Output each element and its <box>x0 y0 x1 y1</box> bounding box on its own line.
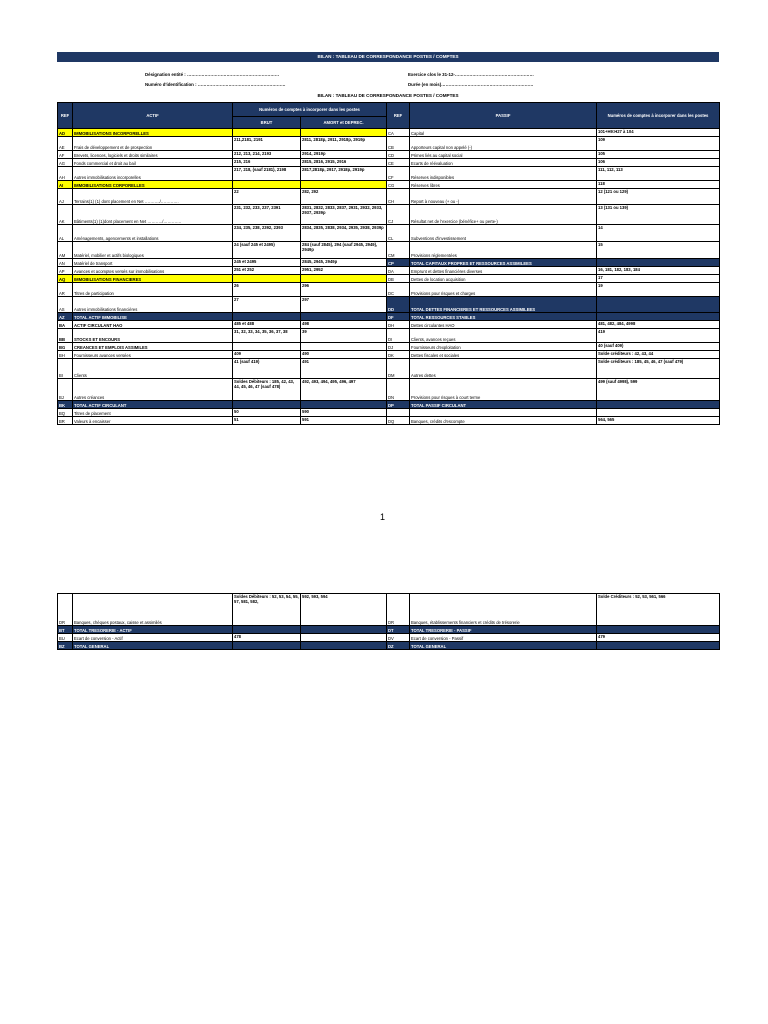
passif-label: Ecarts de réévaluation <box>410 159 597 167</box>
header-amort: AMORT et DEPREC. <box>301 117 387 129</box>
brut-accounts: 211,2181, 2191 <box>233 137 301 151</box>
amort-accounts: 590 <box>301 409 387 417</box>
brut-accounts: 41 (sauf 419) <box>233 359 301 379</box>
amort-accounts <box>301 401 387 409</box>
passif-label: Résultat net de l'exercice (bénéfice+ ou perte-) <box>410 205 597 225</box>
actif-label: Autres immobilisations incorporelles <box>73 167 233 181</box>
passif-label: TOTAL PASSIF CIRCULANT <box>410 401 597 409</box>
passif-accounts: Solde créditeurs : 42, 43, 44 <box>597 351 720 359</box>
amort-accounts <box>301 275 387 283</box>
passif-ref: CJ <box>387 205 410 225</box>
actif-ref: AJ <box>58 189 73 205</box>
passif-ref <box>387 409 410 417</box>
actif-label: Terrains(1) (1) dont placement en Net ………../…………. <box>73 189 233 205</box>
table-row <box>58 181 720 189</box>
passif-ref: DP <box>387 401 410 409</box>
passif-label: Report à nouveau (+ ou -) <box>410 189 597 205</box>
actif-ref: AP <box>58 267 73 275</box>
amort-accounts: 39 <box>301 329 387 343</box>
passif-accounts: 111, 112, 113 <box>597 167 720 181</box>
brut-accounts <box>233 275 301 283</box>
amort-accounts: 2951, 2952 <box>301 267 387 275</box>
passif-ref: DI <box>387 329 410 343</box>
actif-ref: AS <box>58 297 73 313</box>
brut-accounts: 50 <box>233 409 301 417</box>
table-row <box>58 626 720 634</box>
passif-label: Provisions pour risques et charges <box>410 283 597 297</box>
brut-accounts <box>233 343 301 351</box>
table-row <box>58 642 720 650</box>
actif-label: Avances et acomptes versés sur immobilisations <box>73 267 233 275</box>
passif-label: Réserves indisponibles <box>410 167 597 181</box>
actif-label: Fonds commercial et droit au bail <box>73 159 233 167</box>
actif-ref: AZ <box>58 313 73 321</box>
actif-ref: AR <box>58 283 73 297</box>
actif-ref: BJ <box>58 379 73 401</box>
table-row <box>58 137 720 151</box>
designation-label: Désignation entité : ……………………………………………………… <box>145 72 280 77</box>
brut-accounts <box>233 626 301 634</box>
actif-label: Ecart de conversion - Actif <box>73 634 233 642</box>
passif-accounts: 12 (121 ou 129) <box>597 189 720 205</box>
brut-accounts: 231, 232, 233, 237, 2391 <box>233 205 301 225</box>
passif-label: TOTAL RESSOURCES STABLES <box>410 313 597 321</box>
actif-label: IMMOBILISATIONS FINANCIERES <box>73 275 233 283</box>
actif-ref: BQ <box>58 409 73 417</box>
brut-accounts <box>233 642 301 650</box>
brut-accounts <box>233 181 301 189</box>
actif-ref: BU <box>58 634 73 642</box>
table-row <box>58 329 720 343</box>
brut-accounts: 485 et 488 <box>233 321 301 329</box>
actif-ref: AI <box>58 181 73 189</box>
brut-accounts: 217, 218, (sauf 2181), 2198 <box>233 167 301 181</box>
page-number: 1 <box>380 512 386 522</box>
amort-accounts: 491 <box>301 359 387 379</box>
brut-accounts: 31, 32, 33, 34, 35, 36, 37, 38 <box>233 329 301 343</box>
actif-label: IMMOBILISATIONS INCORPORELLES <box>73 129 233 137</box>
actif-ref: AF <box>58 151 73 159</box>
passif-label: Provisions réglementées <box>410 242 597 259</box>
actif-ref: AK <box>58 205 73 225</box>
passif-ref: CB <box>387 137 410 151</box>
passif-accounts: 481, 482, 484, 4998 <box>597 321 720 329</box>
passif-label: TOTAL TRESORERIE - PASSIF <box>410 626 597 634</box>
passif-accounts <box>597 297 720 313</box>
actif-ref: AL <box>58 225 73 242</box>
amort-accounts: 2831, 2832, 2833, 2837, 2931, 2932, 2933, 2937, 2939p <box>301 205 387 225</box>
brut-accounts: 27 <box>233 297 301 313</box>
actif-ref: BB <box>58 329 73 343</box>
table-row <box>58 275 720 283</box>
amort-accounts: 284 (sauf 2845), 294 (sauf 2945, 2949), 2949p <box>301 242 387 259</box>
passif-accounts: 14 <box>597 225 720 242</box>
brut-accounts: 478 <box>233 634 301 642</box>
passif-accounts <box>597 409 720 417</box>
brut-accounts <box>233 313 301 321</box>
table-row <box>58 359 720 379</box>
table-row <box>58 205 720 225</box>
amort-accounts: 2914, 2919p <box>301 151 387 159</box>
passif-label: Autres dettes <box>410 359 597 379</box>
passif-accounts: 109 <box>597 137 720 151</box>
amort-accounts: 296 <box>301 283 387 297</box>
table-row <box>58 167 720 181</box>
passif-accounts: 19 <box>597 283 720 297</box>
table-row <box>58 417 720 425</box>
header-actif: ACTIF <box>73 103 233 129</box>
passif-label: Dettes circulantes HAO <box>410 321 597 329</box>
passif-accounts: 40 (sauf 409) <box>597 343 720 351</box>
passif-accounts: 13 (131 ou 139) <box>597 205 720 225</box>
actif-ref: AD <box>58 129 73 137</box>
passif-label: Banques, crédits d'escompte <box>410 417 597 425</box>
actif-ref: AQ <box>58 275 73 283</box>
passif-ref: CD <box>387 151 410 159</box>
header-passif: PASSIF <box>410 103 597 129</box>
passif-ref: DR <box>387 594 410 626</box>
actif-ref: BA <box>58 321 73 329</box>
passif-label: Réserves libres <box>410 181 597 189</box>
passif-label: Banques, établissements financiers et crédits de trésorerie <box>410 594 597 626</box>
passif-accounts: 564, 565 <box>597 417 720 425</box>
table-row <box>58 129 720 137</box>
actif-label: Matériel de transport <box>73 259 233 267</box>
passif-accounts <box>597 313 720 321</box>
table-row <box>58 343 720 351</box>
amort-accounts <box>301 343 387 351</box>
passif-accounts: 118 <box>597 181 720 189</box>
amort-accounts <box>301 626 387 634</box>
amort-accounts <box>301 634 387 642</box>
actif-label: Frais de développement et de prospection <box>73 137 233 151</box>
actif-ref: AM <box>58 242 73 259</box>
brut-accounts: 212, 213, 214, 2193 <box>233 151 301 159</box>
passif-label: Subventions d'investissement <box>410 225 597 242</box>
passif-label: Apporteurs capital non appelé (-) <box>410 137 597 151</box>
actif-label: Banques, chèques postaux, caisse et assimilés <box>73 594 233 626</box>
brut-accounts: 409 <box>233 351 301 359</box>
passif-label: Capital <box>410 129 597 137</box>
passif-label: Primes liés au capital social <box>410 151 597 159</box>
duree-label: Durée (en mois)……………………………………………………… <box>408 82 534 87</box>
brut-accounts: Soldes Débiteurs : 52, 53, 54, 55, 57, 581, 582, <box>233 594 301 626</box>
actif-ref: BG <box>58 343 73 351</box>
passif-accounts <box>597 642 720 650</box>
actif-ref: BI <box>58 359 73 379</box>
brut-accounts: 215, 216 <box>233 159 301 167</box>
passif-label: Dettes de location acquisition <box>410 275 597 283</box>
brut-accounts <box>233 129 301 137</box>
actif-ref: BK <box>58 401 73 409</box>
passif-label: Dettes fiscales et sociales <box>410 351 597 359</box>
table-row <box>58 634 720 642</box>
actif-ref: BH <box>58 351 73 359</box>
brut-accounts: 22 <box>233 189 301 205</box>
table-row <box>58 379 720 401</box>
amort-accounts: 2845, 2945, 2949p <box>301 259 387 267</box>
passif-ref: DH <box>387 321 410 329</box>
passif-ref: DQ <box>387 417 410 425</box>
passif-label: TOTAL DETTES FINANCIERES ET RESSOURCES ASSIMILEES <box>410 297 597 313</box>
table-row <box>58 321 720 329</box>
actif-ref: BR <box>58 417 73 425</box>
table-row <box>58 151 720 159</box>
passif-ref: DA <box>387 267 410 275</box>
amort-accounts: 2811, 2818p, 2911, 2918p, 2919p <box>301 137 387 151</box>
table-row <box>58 594 720 626</box>
table-row <box>58 159 720 167</box>
actif-label: Autres immobilisations financières <box>73 297 233 313</box>
actif-label: Matériel, mobilier et actifs biologiques <box>73 242 233 259</box>
passif-ref: CM <box>387 242 410 259</box>
amort-accounts: 490 <box>301 351 387 359</box>
passif-accounts <box>597 259 720 267</box>
brut-accounts: 51 <box>233 417 301 425</box>
header-brut: BRUT <box>233 117 301 129</box>
amort-accounts <box>301 181 387 189</box>
passif-accounts: 16, 181, 182, 183, 184 <box>597 267 720 275</box>
actif-label: STOCKS ET ENCOURS <box>73 329 233 343</box>
passif-accounts: 479 <box>597 634 720 642</box>
actif-label: CREANCES ET EMPLOIS ASSIMILES <box>73 343 233 351</box>
actif-label: Bâtiments(1) (1)dont placement en Net ………../…………. <box>73 205 233 225</box>
passif-label: Fournisseurs d'exploitation <box>410 343 597 351</box>
actif-ref: BZ <box>58 642 73 650</box>
passif-ref: CF <box>387 167 410 181</box>
amort-accounts: 282, 292 <box>301 189 387 205</box>
passif-ref: DJ <box>387 343 410 351</box>
actif-ref: AN <box>58 259 73 267</box>
passif-label: Clients, avances reçues <box>410 329 597 343</box>
passif-ref: CA <box>387 129 410 137</box>
passif-label: TOTAL CAPITAUX PROPRES ET RESSOURCES ASSIMILEES <box>410 259 597 267</box>
actif-label: Titres de placement <box>73 409 233 417</box>
amort-accounts: 297 <box>301 297 387 313</box>
passif-ref: DN <box>387 379 410 401</box>
passif-label: Provisions pour risques à court terme <box>410 379 597 401</box>
passif-ref: DC <box>387 283 410 297</box>
actif-ref: AG <box>58 159 73 167</box>
passif-ref: CH <box>387 189 410 205</box>
bilan-table <box>57 102 720 425</box>
passif-accounts <box>597 401 720 409</box>
passif-accounts: 105 <box>597 151 720 159</box>
passif-label: Emprunt et dettes financières diverses <box>410 267 597 275</box>
actif-label: Brevets, licences, logiciels et droits similaires <box>73 151 233 159</box>
passif-accounts: Solde créditeurs : 185, 45, 46, 47 (sauf 479) <box>597 359 720 379</box>
header-ref-passif: REF <box>387 103 410 129</box>
actif-label: IMMOBILISATIONS CORPORELLES <box>73 181 233 189</box>
table-row <box>58 283 720 297</box>
actif-label: TOTAL ACTIF CIRCULANT <box>73 401 233 409</box>
amort-accounts: 2815, 2816, 2915, 2916 <box>301 159 387 167</box>
passif-accounts <box>597 626 720 634</box>
passif-ref: CE <box>387 159 410 167</box>
passif-accounts: 106 <box>597 159 720 167</box>
amort-accounts: 592, 593, 594 <box>301 594 387 626</box>
actif-ref: BT <box>58 626 73 634</box>
passif-ref: CG <box>387 181 410 189</box>
actif-label: Titres de participation <box>73 283 233 297</box>
header-numeros-passif: Numéros de comptes à incorporer dans les postes <box>597 103 720 129</box>
identification-label: Numéro d'identification : …………………………………………………… <box>145 82 286 87</box>
passif-accounts: 499 (sauf 4998), 599 <box>597 379 720 401</box>
amort-accounts <box>301 642 387 650</box>
document-title: BILAN : TABLEAU DE CORRESPONDANCE POSTES / COMPTES <box>57 52 719 62</box>
brut-accounts: 251 et 252 <box>233 267 301 275</box>
amort-accounts: 492, 493, 494, 495, 496, 497 <box>301 379 387 401</box>
passif-ref: DB <box>387 275 410 283</box>
table-row <box>58 225 720 242</box>
amort-accounts <box>301 129 387 137</box>
actif-label: Aménagements, agencements et installations <box>73 225 233 242</box>
actif-ref: AH <box>58 167 73 181</box>
amort-accounts: 498 <box>301 321 387 329</box>
passif-ref: DT <box>387 626 410 634</box>
table-row <box>58 242 720 259</box>
tresorerie-table <box>57 593 720 650</box>
actif-label: Clients <box>73 359 233 379</box>
actif-label: Fournisseurs avances versées <box>73 351 233 359</box>
passif-accounts: 419 <box>597 329 720 343</box>
amort-accounts <box>301 313 387 321</box>
brut-accounts: 234, 235, 238, 2392, 2393 <box>233 225 301 242</box>
passif-label: TOTAL GENERAL <box>410 642 597 650</box>
header-ref: REF <box>58 103 73 129</box>
table-row <box>58 409 720 417</box>
passif-ref: DF <box>387 313 410 321</box>
table-subtitle: BILAN : TABLEAU DE CORRESPONDANCE POSTES / COMPTES <box>317 93 459 98</box>
passif-accounts: 17 <box>597 275 720 283</box>
brut-accounts <box>233 401 301 409</box>
amort-accounts: 591 <box>301 417 387 425</box>
passif-label <box>410 409 597 417</box>
actif-ref: AE <box>58 137 73 151</box>
brut-accounts: 26 <box>233 283 301 297</box>
amort-accounts: 2834, 2835, 2838, 2934, 2935, 2938, 2939p <box>301 225 387 242</box>
passif-ref: DM <box>387 359 410 379</box>
actif-label: TOTAL GENERAL <box>73 642 233 650</box>
brut-accounts: 24 (sauf 245 et 2495) <box>233 242 301 259</box>
brut-accounts: Soldes Débiteurs : 185, 42, 43, 44, 45, 46, 47 (sauf 478) <box>233 379 301 401</box>
table-row <box>58 313 720 321</box>
exercice-label: Exercice clos le 31-12-……………………………………………… <box>408 72 534 77</box>
actif-ref: DR <box>58 594 73 626</box>
actif-label: Autres créances <box>73 379 233 401</box>
passif-ref: DV <box>387 634 410 642</box>
table-row <box>58 297 720 313</box>
passif-ref: CL <box>387 225 410 242</box>
actif-label: TOTAL TRESORERIE - ACTIF <box>73 626 233 634</box>
header-numeros: Numéros de comptes à incorporer dans les postes <box>233 103 387 117</box>
table-row <box>58 351 720 359</box>
table-row <box>58 267 720 275</box>
actif-label: TOTAL ACTIF IMMOBILISE <box>73 313 233 321</box>
table-row <box>58 259 720 267</box>
passif-ref: DD <box>387 297 410 313</box>
passif-ref: CP <box>387 259 410 267</box>
actif-label: ACTIF CIRCULANT HAO <box>73 321 233 329</box>
passif-accounts: Solde Créditeurs : 52, 53, 561, 566 <box>597 594 720 626</box>
passif-accounts: 15 <box>597 242 720 259</box>
brut-accounts: 245 et 2495 <box>233 259 301 267</box>
table-row <box>58 189 720 205</box>
amort-accounts: 2817,2818p, 2917, 2918p, 2919p <box>301 167 387 181</box>
passif-ref: DZ <box>387 642 410 650</box>
passif-ref: DK <box>387 351 410 359</box>
actif-label: Valeurs à encaisser <box>73 417 233 425</box>
table-row <box>58 401 720 409</box>
passif-accounts: 101+H9:H27 à 104 <box>597 129 720 137</box>
passif-label: Ecart de conversion - Passif <box>410 634 597 642</box>
